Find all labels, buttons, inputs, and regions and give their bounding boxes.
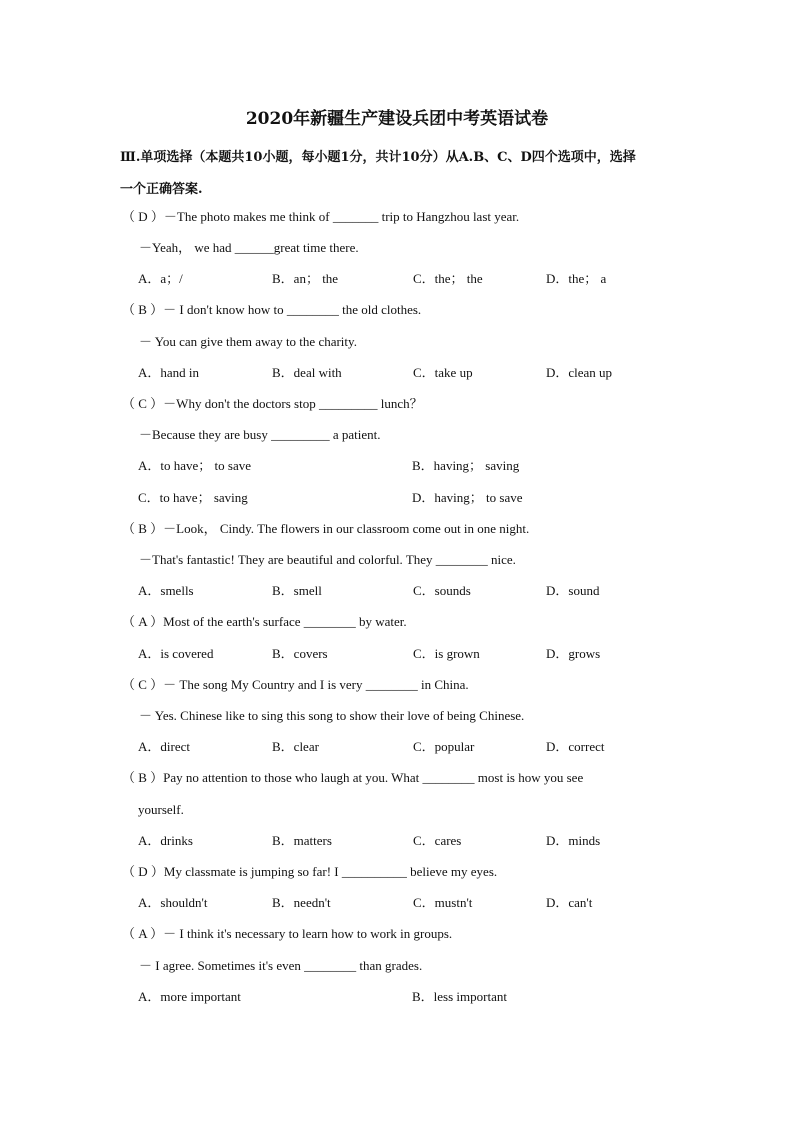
section-instructions-cont: 一个正确答案. <box>120 182 203 197</box>
option-c: C．cares <box>413 833 462 848</box>
question-dialogue: －Because they are busy _________ a patient. <box>139 427 381 442</box>
option-d: D．can't <box>546 895 593 910</box>
option-b: B．deal with <box>272 365 342 380</box>
option-a: A．hand in <box>138 365 200 380</box>
question-stem: （ C ）－Why don't the doctors stop _________ lunch？ <box>122 396 423 411</box>
option-a: A．is covered <box>138 646 214 661</box>
option-b: B．covers <box>272 646 328 661</box>
option-b: B．clear <box>272 739 319 754</box>
question-stem: （ D ）My classmate is jumping so far! I __________ believe my eyes. <box>122 864 498 879</box>
question-dialogue: －That's fantastic! They are beautiful and colorful. They ________ nice. <box>139 552 516 567</box>
option-d: D．the； a <box>546 271 607 286</box>
option-b: B．smell <box>272 583 322 598</box>
question-stem: （ C ）－ The song My Country and I is very ________ in China. <box>122 677 469 692</box>
option-c: C．the； the <box>413 271 483 286</box>
question-stem: （ A ）Most of the earth's surface ________ by water. <box>122 614 407 629</box>
question-dialogue: － I agree. Sometimes it's even ________ than grades. <box>139 958 423 973</box>
question-stem: （ D ）－The photo makes me think of _______ trip to Hangzhou last year. <box>122 209 520 224</box>
question-dialogue: － Yes. Chinese like to sing this song to show their love of being Chinese. <box>139 708 525 723</box>
option-b: B．needn't <box>272 895 331 910</box>
question-stem: （ B ）－ I don't know how to ________ the old clothes. <box>122 302 422 317</box>
question-dialogue: － You can give them away to the charity. <box>139 334 357 349</box>
option-a: A．drinks <box>138 833 193 848</box>
option-a: A．smells <box>138 583 194 598</box>
question-stem-cont: yourself. <box>138 802 184 817</box>
option-d: D．correct <box>546 739 605 754</box>
option-d: D．sound <box>546 583 600 598</box>
option-a: A．direct <box>138 739 190 754</box>
option-d: D．clean up <box>546 365 613 380</box>
option-c: C．to have； saving <box>138 490 248 505</box>
option-a: A．a；/ <box>138 271 183 286</box>
option-c: C．is grown <box>413 646 480 661</box>
option-c: C．mustn't <box>413 895 473 910</box>
question-stem: （ B ）Pay no attention to those who laugh at you. What ________ most is how you see <box>122 770 584 785</box>
option-b: B．an； the <box>272 271 339 286</box>
question-stem: （ A ）－ I think it's necessary to learn how to work in groups. <box>122 926 453 941</box>
option-d: D．minds <box>546 833 601 848</box>
option-a: A．shouldn't <box>138 895 208 910</box>
option-a: A．to have； to save <box>138 458 252 473</box>
option-b: B．having； saving <box>412 458 520 473</box>
option-b: B．matters <box>272 833 332 848</box>
option-a: A．more important <box>138 989 241 1004</box>
option-d: D．grows <box>546 646 601 661</box>
option-c: C．take up <box>413 365 473 380</box>
option-d: D．having； to save <box>412 490 523 505</box>
option-c: C．popular <box>413 739 475 754</box>
question-stem: （ B ）－Look， Cindy. The flowers in our classroom come out in one night. <box>122 521 530 536</box>
option-b: B．less important <box>412 989 507 1004</box>
page-title: 2020年新疆生产建设兵团中考英语试卷 <box>245 109 549 129</box>
option-c: C．sounds <box>413 583 471 598</box>
question-dialogue: －Yeah， we had ______great time there. <box>139 240 359 255</box>
section-instructions: Ⅲ.单项选择（本题共10小题，每小题1分，共计10分）从A.B、C、D四个选项中，选择 <box>120 150 636 165</box>
